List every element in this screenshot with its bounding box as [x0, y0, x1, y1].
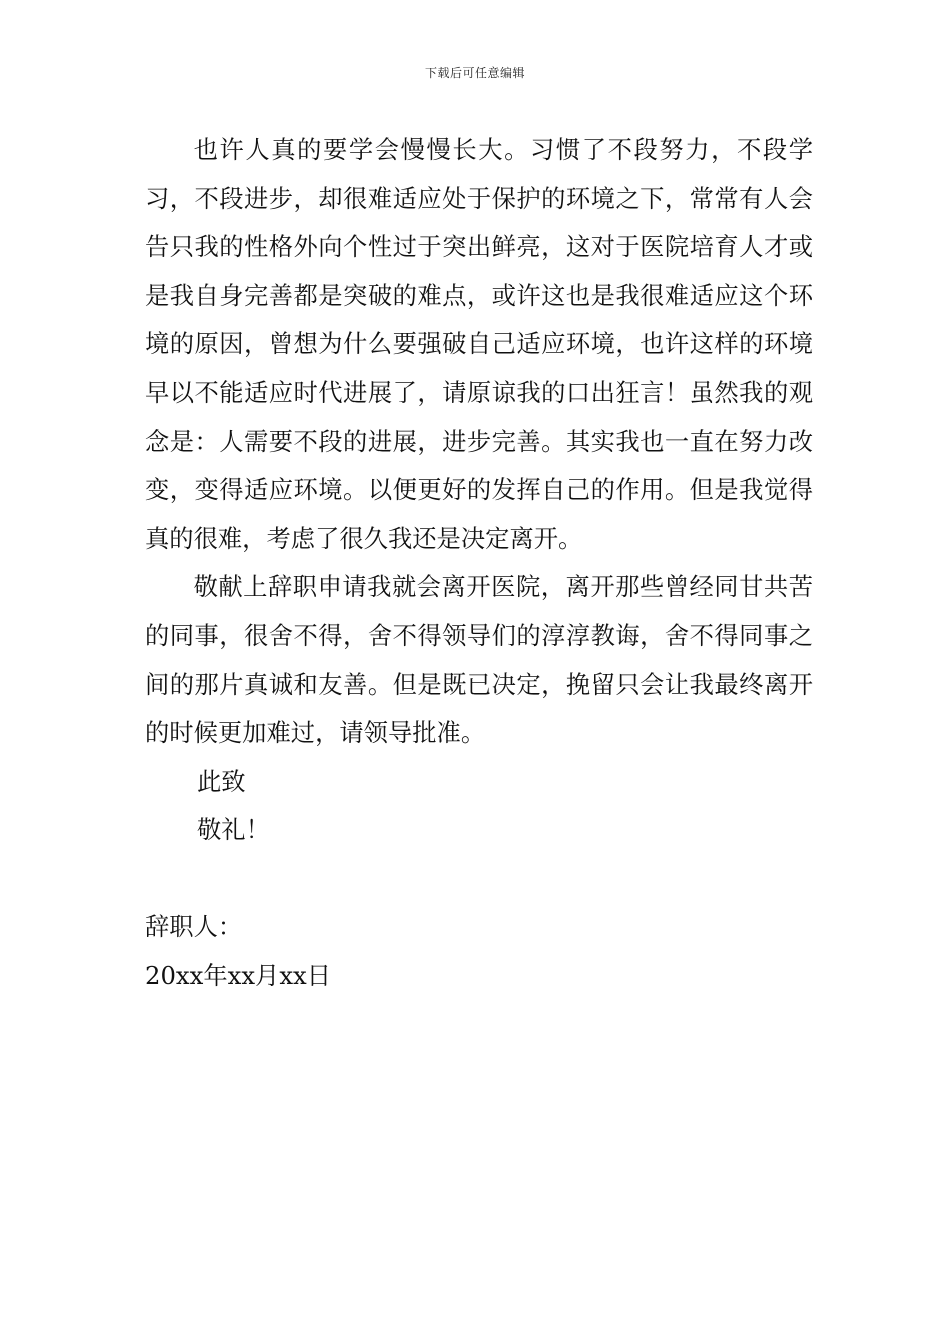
- closing-line-1: 此致: [197, 766, 246, 796]
- header-note: 下载后可任意编辑: [424, 66, 525, 80]
- letter-body: [145, 126, 813, 1000]
- signature-label: 辞职人：: [145, 911, 243, 941]
- blank-spacer: [145, 855, 813, 903]
- date-line: 20xx年xx月xx日: [145, 960, 332, 990]
- closing-line-2: 敬礼！: [197, 815, 270, 845]
- body-paragraph-2: 敬献上辞职申请我就会离开医院，离开那些曾经同甘共苦的同事，很舍不得，舍不得领导们的淳淳教诲，舍不得同事之间的那片真诚和友善。但是既已决定，挽留只会让我最终离开的时候更加难过，请领导批准。: [145, 572, 813, 748]
- body-paragraph-1: 也许人真的要学会慢慢长大。习惯了不段努力，不段学习，不段进步，却很难适应处于保护的环境之下，常常有人会告只我的性格外向个性过于突出鲜亮，这对于医院培育人才或是我自身完善都是突破的难点，或许这也是我很难适应这个环境的原因，曾想为什么要强破自己适应环境，也许这样的环境早以不能适应时代进展了，请原谅我的口出狂言！虽然我的观念是：人需要不段的进展，进步完善。其实我也一直在努力改变，变得适应环境。以便更好的发挥自己的作用。但是我觉得真的很难，考虑了很久我还是决定离开。: [145, 135, 813, 553]
